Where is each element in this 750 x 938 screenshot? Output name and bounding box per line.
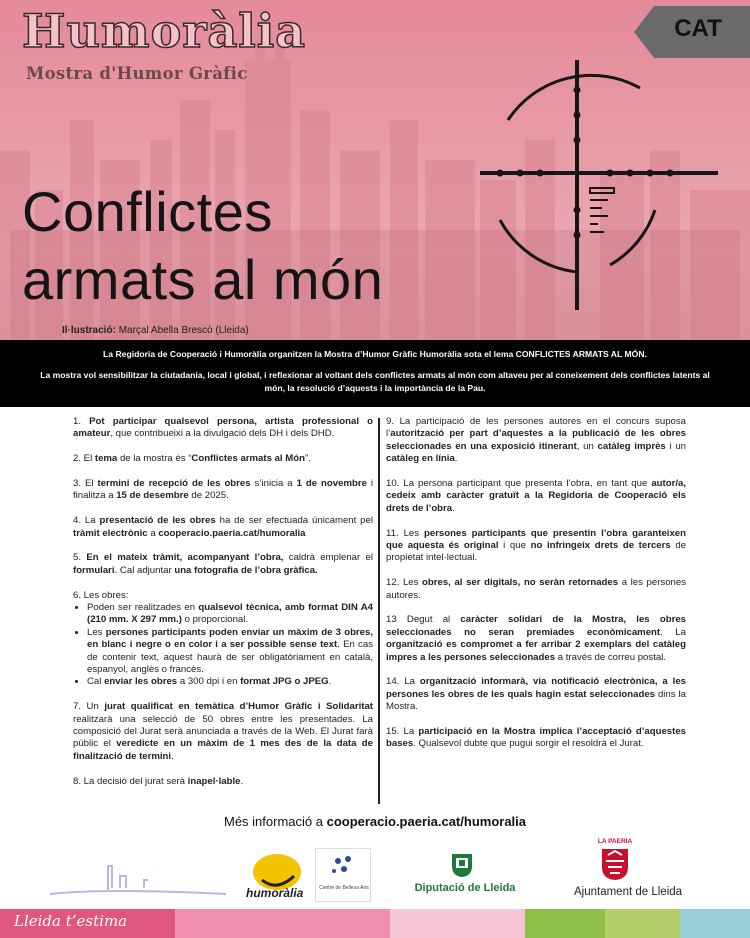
- skyline-line-logo: [48, 858, 228, 898]
- diputacio-logo-text: Diputació de Lleida: [414, 882, 516, 894]
- rule-3: 3. El termini de recepció de les obres s’inicia a 1 de novembre i finalitza a 15 de desembre de 2025.: [73, 478, 374, 502]
- stars-icon: [316, 849, 372, 883]
- rule-14: 14. La organització informarà, via notificació electrònica, a les persones les obres de les quals hagin estat seleccionades dins la Mostra.: [386, 676, 686, 713]
- headline-line-2: armats al món: [22, 248, 384, 311]
- intro-paragraph-2: La mostra vol sensibilitzar la ciutadania, local i global, i reflexionar al voltant dels conflictes armats al món com altaveu per al coneixement dels conflictes latents al món, la resolució d’aquests i la importància de la Pau.: [40, 370, 710, 393]
- rule-6-item: • Poden ser realitzades en qualsevol tècnica, amb format DIN A4 (210 mm. X 297 mm.) o proporcional.: [87, 602, 373, 627]
- more-info-label: Més informació a: [223, 814, 323, 829]
- column-divider: [378, 418, 380, 804]
- rule-9: 9. La participació de les persones autores en el concurs suposa l’autorització per part d’aquestes a la publicació de les obres seleccionades en una exposició itinerant, un catàleg imprès i un catàleg en línia.: [386, 416, 686, 465]
- rule-2: 2. El tema de la mostra és “Conflictes armats al Món”.: [73, 453, 311, 465]
- rule-8: 8. La decisió del jurat serà inapel·lable.: [73, 775, 244, 787]
- illustration-credit: [62, 325, 249, 336]
- slogan: Lleida t’estima: [14, 912, 128, 930]
- intro-band: [0, 340, 750, 407]
- rule-4-link[interactable]: cooperacio.paeria.cat/humoralia: [158, 527, 306, 539]
- credit-value: Marçal Abella Brescó (Lleida): [118, 325, 249, 336]
- headline-line-1: Conflictes: [22, 180, 273, 243]
- credit-label: Il·lustració:: [62, 325, 116, 336]
- coat-of-arms-icon: [450, 852, 474, 878]
- rule-6: 6. Les obres: • Poden ser realitzades en qualsevol tècnica, amb format DIN A4 (210 mm. X 297 mm.) o proporcional. • Les persones participants poden enviar un màxim de 3 obres, en blanc i negre o en color i a ser possible sense text. En cas de contenir text, aquest haurà de ser obligatòriament en català, espanyol, anglès o francès. • Cal enviar les obres a 300 dpi i en format JPG o JPEG.: [73, 590, 373, 689]
- ajuntament-logo-text: Ajuntament de Lleida: [574, 886, 683, 898]
- more-info: [0, 814, 750, 829]
- intro-paragraph-1: La Regidoria de Cooperació i Humoràlia organitzen la Mostra d’Humor Gràfic Humoràlia sota el lema CONFLICTES ARMATS AL MÓN.: [103, 349, 647, 359]
- more-info-link[interactable]: cooperacio.paeria.cat/humoralia: [326, 814, 526, 829]
- paeria-top-label: LA PAERIA: [597, 838, 633, 845]
- rule-13: 13 Degut al caràcter solidari de la Mostra, les obres seleccionades no seran premiades econòmicament. La organització es compromet a fer arribar 2 exemplars del catàleg impres a les persones seleccionades a través de correu postal.: [386, 614, 686, 663]
- ajuntament-logo: [574, 838, 690, 902]
- centre-badge-logo: [315, 848, 371, 902]
- rule-15: 15. La participació en la Mostra implica l’acceptació d’aquestes bases. Qualsevol dubte que pugui sorgir el resoldrà el Jurat.: [386, 726, 686, 750]
- rule-1: 1. Pot participar qualsevol persona, artista professional o amateur, que contribueixi a la divulgació dels DH i dels DHD.: [73, 416, 373, 440]
- diputacio-logo: [410, 852, 520, 900]
- language-tab-label[interactable]: CAT: [674, 15, 722, 42]
- humoralia-logo-text: humoràlia: [246, 886, 304, 900]
- rule-4: 4. La presentació de les obres ha de ser efectuada únicament pel tràmit electrònic a cooperacio.paeria.cat/humoralia: [73, 515, 373, 539]
- brand-title: Humoràlia: [22, 4, 307, 58]
- headline: [22, 178, 582, 314]
- rule-10: 10. La persona participant que presenta l’obra, en tant que autor/a, cedeix amb caràcter gratuït a la Regidoria de Cooperació els drets de l’obra.: [386, 478, 686, 514]
- brand-subtitle: Mostra d'Humor Gràfic: [26, 64, 248, 83]
- rule-7: 7. Un jurat qualificat en temàtica d’Humor Gràfic i Solidaritat realitzarà una selecció de 50 obres entre les presentades. La composició del Jurat serà anunciada a través de la Web. El Jurat farà públic el veredicte en un màxim de 1 mes des de la data de finalització de termini.: [73, 701, 374, 762]
- rule-6-item: • Cal enviar les obres a 300 dpi i en format JPG o JPEG.: [87, 676, 373, 688]
- rule-5: 5. En el mateix tràmit, acompanyant l’obra, caldrà emplenar el formulari. Cal adjuntar una fotografia de l’obra gràfica.: [73, 552, 373, 576]
- rule-11: 11. Les persones participants que presentin l’obra garanteixen que aquesta és original i que no infringeix drets de tercers de propietat intel·lectual.: [386, 527, 686, 564]
- paeria-shield-icon: [600, 847, 630, 881]
- rule-12: 12. Les obres, al ser digitals, no seràn retornades a les persones autores.: [386, 577, 686, 601]
- rules-column-right: [386, 416, 686, 763]
- rules-column-left: [73, 416, 373, 800]
- rule-6-item: • Les persones participants poden enviar un màxim de 3 obres, en blanc i negre o en color i a ser possible sense text. En cas de contenir text, aquest haurà de ser obligatòriament en català, espanyol, anglès o francès.: [87, 627, 373, 677]
- header-banner: [0, 0, 750, 340]
- humoralia-logo: [244, 852, 310, 902]
- centre-badge-caption: Centre de Bellesa Arts: [319, 885, 369, 891]
